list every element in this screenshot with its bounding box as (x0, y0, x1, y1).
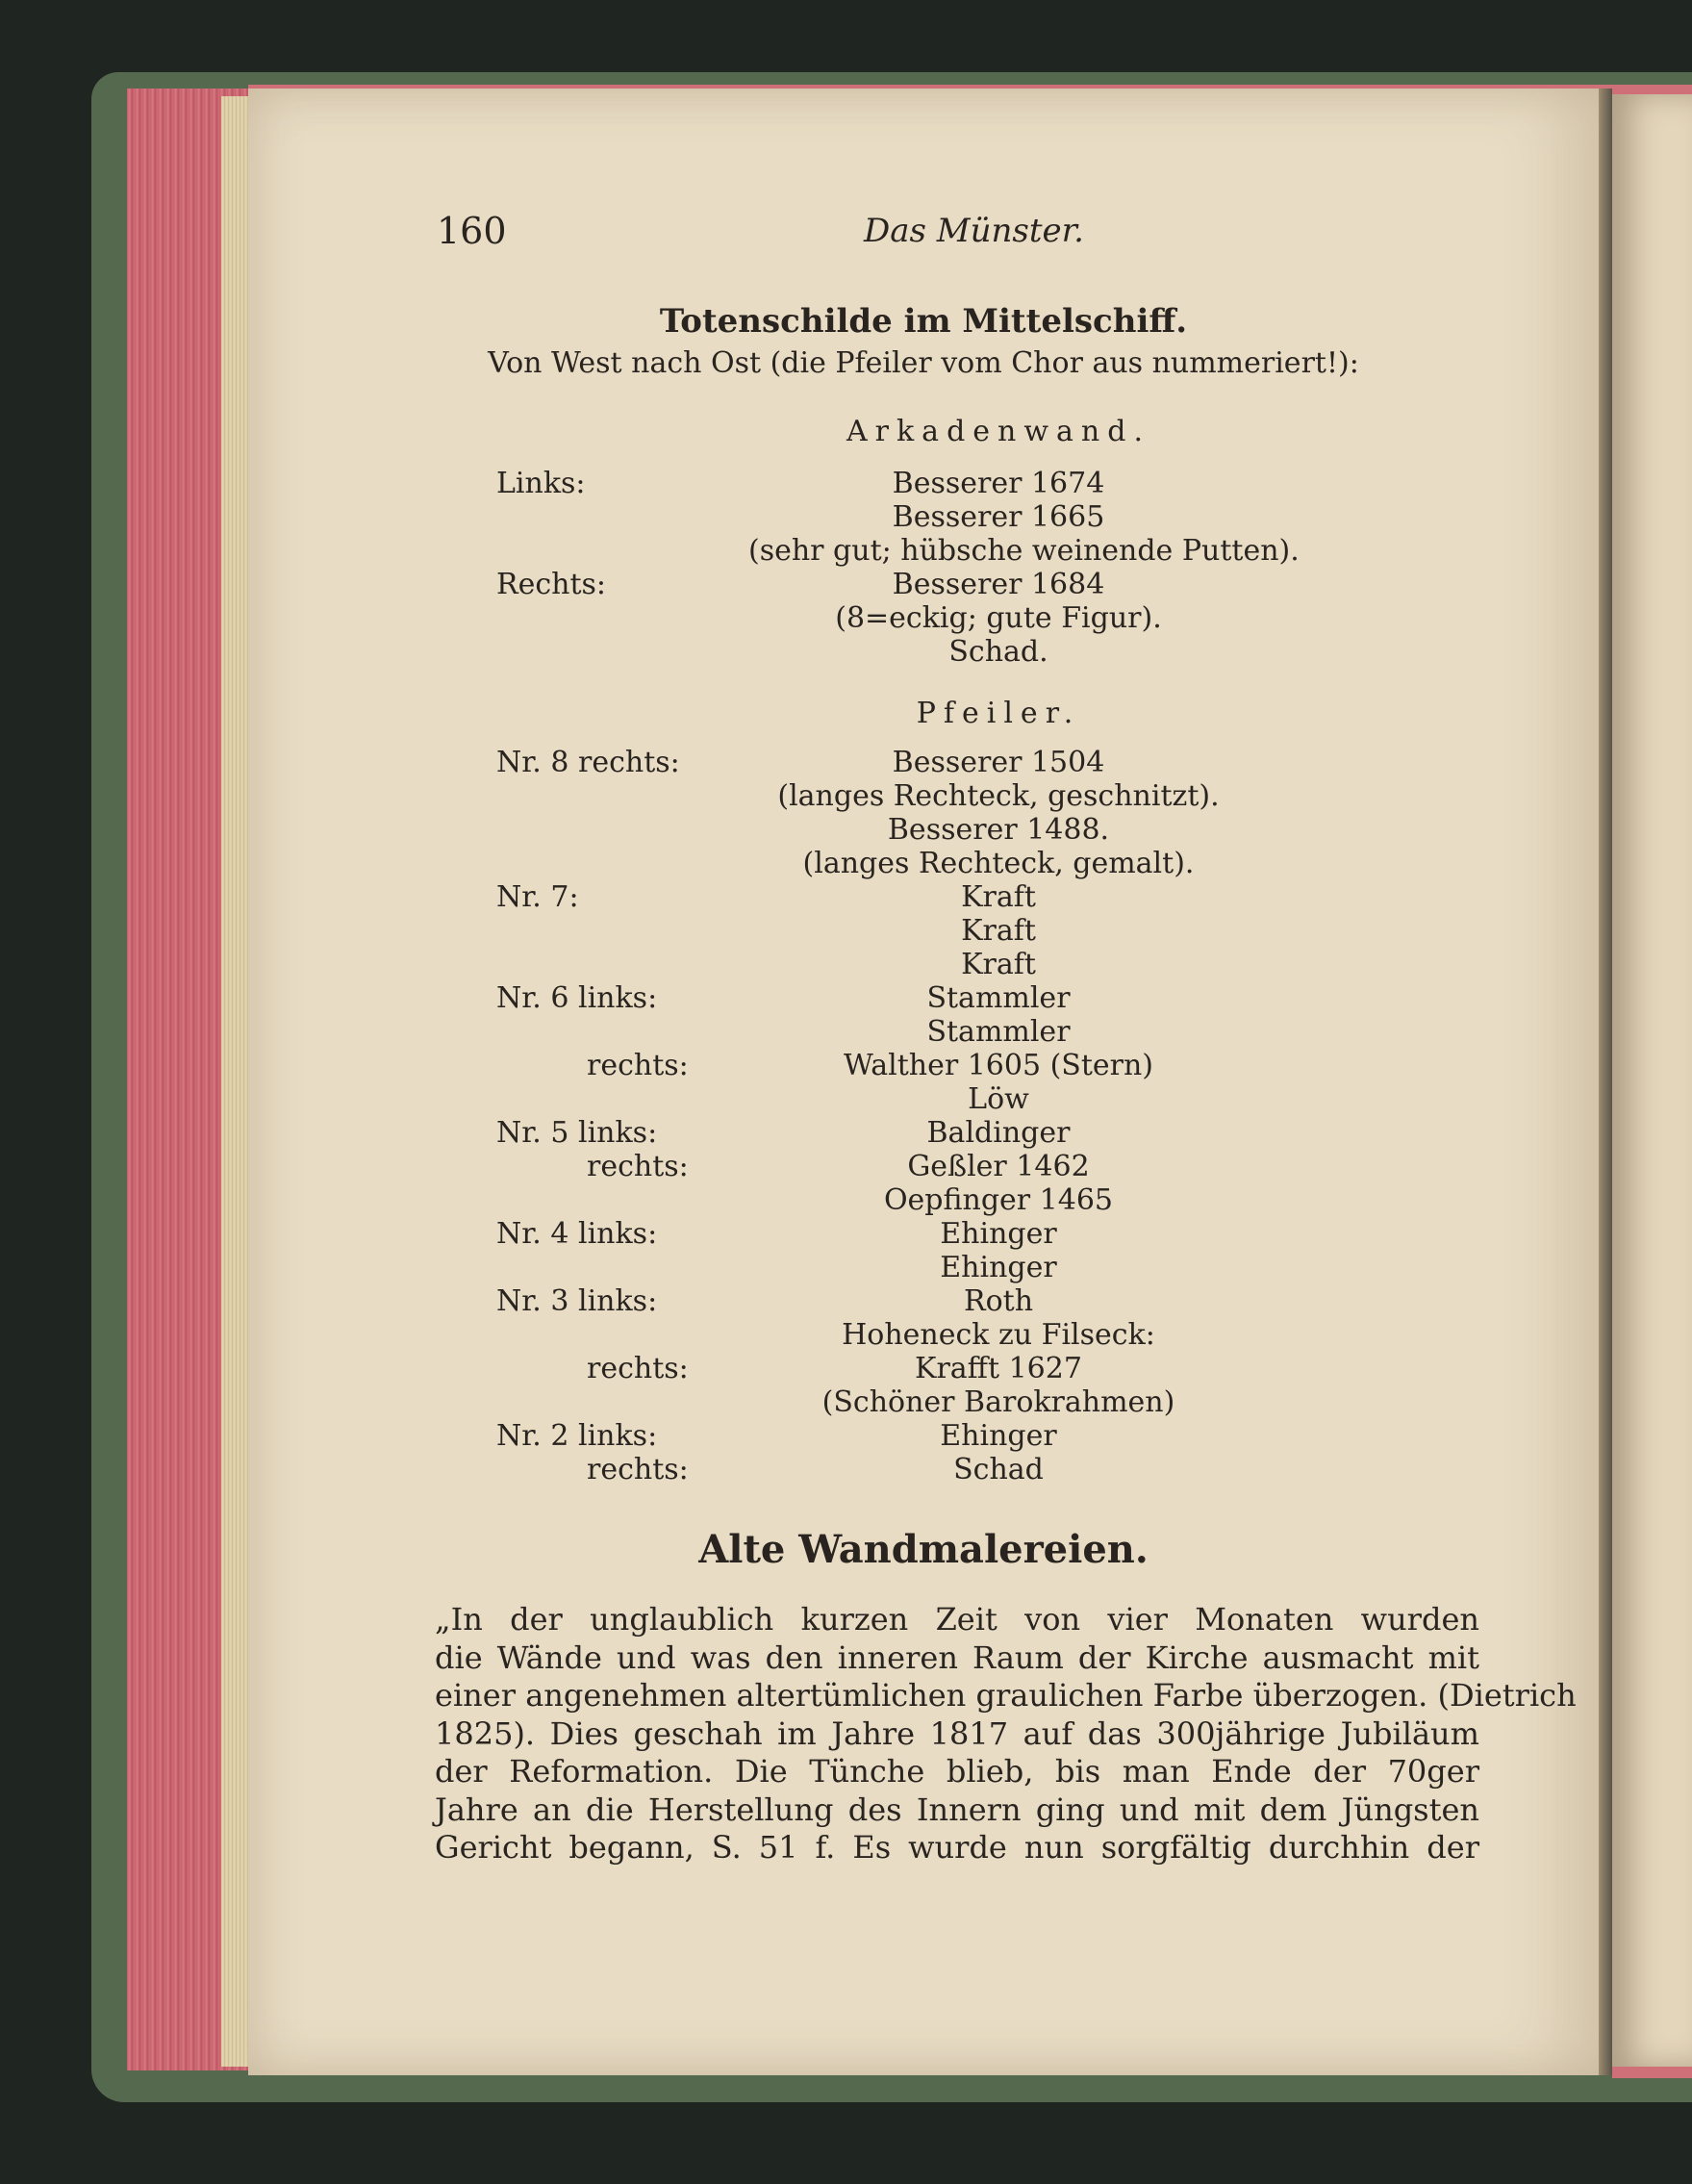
entry: Besserer 1684 (892, 568, 1105, 601)
row-label: Links: (496, 467, 586, 500)
entry: Schad. (948, 635, 1048, 669)
paragraph-line: einer angenehmen altertümlichen graulichen Farbe überzogen. (Dietrich (435, 1677, 1577, 1714)
row-label: rechts: (587, 1352, 689, 1385)
entry: Kraft (961, 880, 1036, 914)
page-edges-inner (221, 96, 250, 2067)
entry: Kraft (961, 914, 1036, 948)
row-label: rechts: (587, 1453, 689, 1486)
entry: Stammler (926, 981, 1071, 1015)
entry: Ehinger (940, 1217, 1057, 1251)
section-title-2: Alte Wandmalereien. (698, 1527, 1149, 1572)
facing-page-edge (1612, 2067, 1692, 2078)
entry: Stammler (926, 1015, 1071, 1049)
entry: Krafft 1627 (915, 1352, 1082, 1385)
row-label: Nr. 6 links: (496, 981, 658, 1015)
entry: Geßler 1462 (907, 1150, 1090, 1183)
paragraph-line: die Wände und was den inneren Raum der Kirche ausmacht mit (435, 1638, 1479, 1676)
entry: Ehinger (940, 1419, 1057, 1453)
paragraph-line: „In der unglaublich kurzen Zeit von vier Monaten wurden (435, 1601, 1479, 1638)
row-label: Nr. 8 rechts: (496, 746, 680, 779)
entry: Besserer 1665 (892, 500, 1105, 534)
subheading-arkadenwand: Arkadenwand. (846, 415, 1150, 448)
row-label: Rechts: (496, 568, 607, 601)
row-label: Nr. 3 links: (496, 1284, 658, 1318)
paragraph-line: Jahre an die Herstellung des Innern ging und mit dem Jüngsten (435, 1790, 1479, 1828)
book-page (248, 89, 1599, 2075)
entry: Besserer 1488. (887, 813, 1110, 847)
entry: Besserer 1504 (892, 746, 1105, 779)
entry: Löw (968, 1082, 1029, 1116)
paragraph-line: der Reformation. Die Tünche blieb, bis man Ende der 70ger (435, 1753, 1479, 1790)
entry: Roth (963, 1284, 1034, 1318)
entry: Ehinger (940, 1251, 1057, 1284)
entry: (langes Rechteck, geschnitzt). (777, 779, 1220, 813)
running-title: Das Münster. (864, 212, 1084, 250)
entry: Walther 1605 (Stern) (843, 1049, 1154, 1082)
entry: (8=eckig; gute Figur). (835, 601, 1162, 635)
subheading-pfeiler: Pfeiler. (916, 697, 1081, 730)
book-gutter (1599, 89, 1612, 2075)
facing-page (1612, 94, 1692, 2067)
row-label: Nr. 7: (496, 880, 579, 914)
section-title: Totenschilde im Mittelschiff. (659, 302, 1188, 341)
body-paragraph (435, 1601, 1577, 1867)
entry: Hoheneck zu Filseck: (842, 1318, 1155, 1352)
entry: Kraft (961, 948, 1036, 981)
page-number: 160 (437, 210, 507, 252)
row-label: rechts: (587, 1049, 689, 1082)
entry: Baldinger (926, 1116, 1071, 1150)
paragraph-line: 1825). Dies geschah im Jahre 1817 auf das 300jährige Jubiläum (435, 1714, 1479, 1752)
entry: Oepfinger 1465 (883, 1183, 1114, 1217)
row-label: Nr. 4 links: (496, 1217, 658, 1251)
entry: Schad (953, 1453, 1044, 1486)
entry: (Schöner Barokrahmen) (821, 1385, 1175, 1419)
entry: (sehr gut; hübsche weinende Putten). (748, 534, 1300, 568)
section-subtitle: Von West nach Ost (die Pfeiler vom Chor aus nummeriert!): (488, 346, 1359, 380)
row-label: rechts: (587, 1150, 689, 1183)
entry: Besserer 1674 (892, 467, 1105, 500)
entry: (langes Rechteck, gemalt). (802, 847, 1195, 880)
row-label: Nr. 2 links: (496, 1419, 658, 1453)
paragraph-line: Gericht begann, S. 51 f. Es wurde nun sorgfältig durchhin der (435, 1829, 1479, 1866)
row-label: Nr. 5 links: (496, 1116, 658, 1150)
